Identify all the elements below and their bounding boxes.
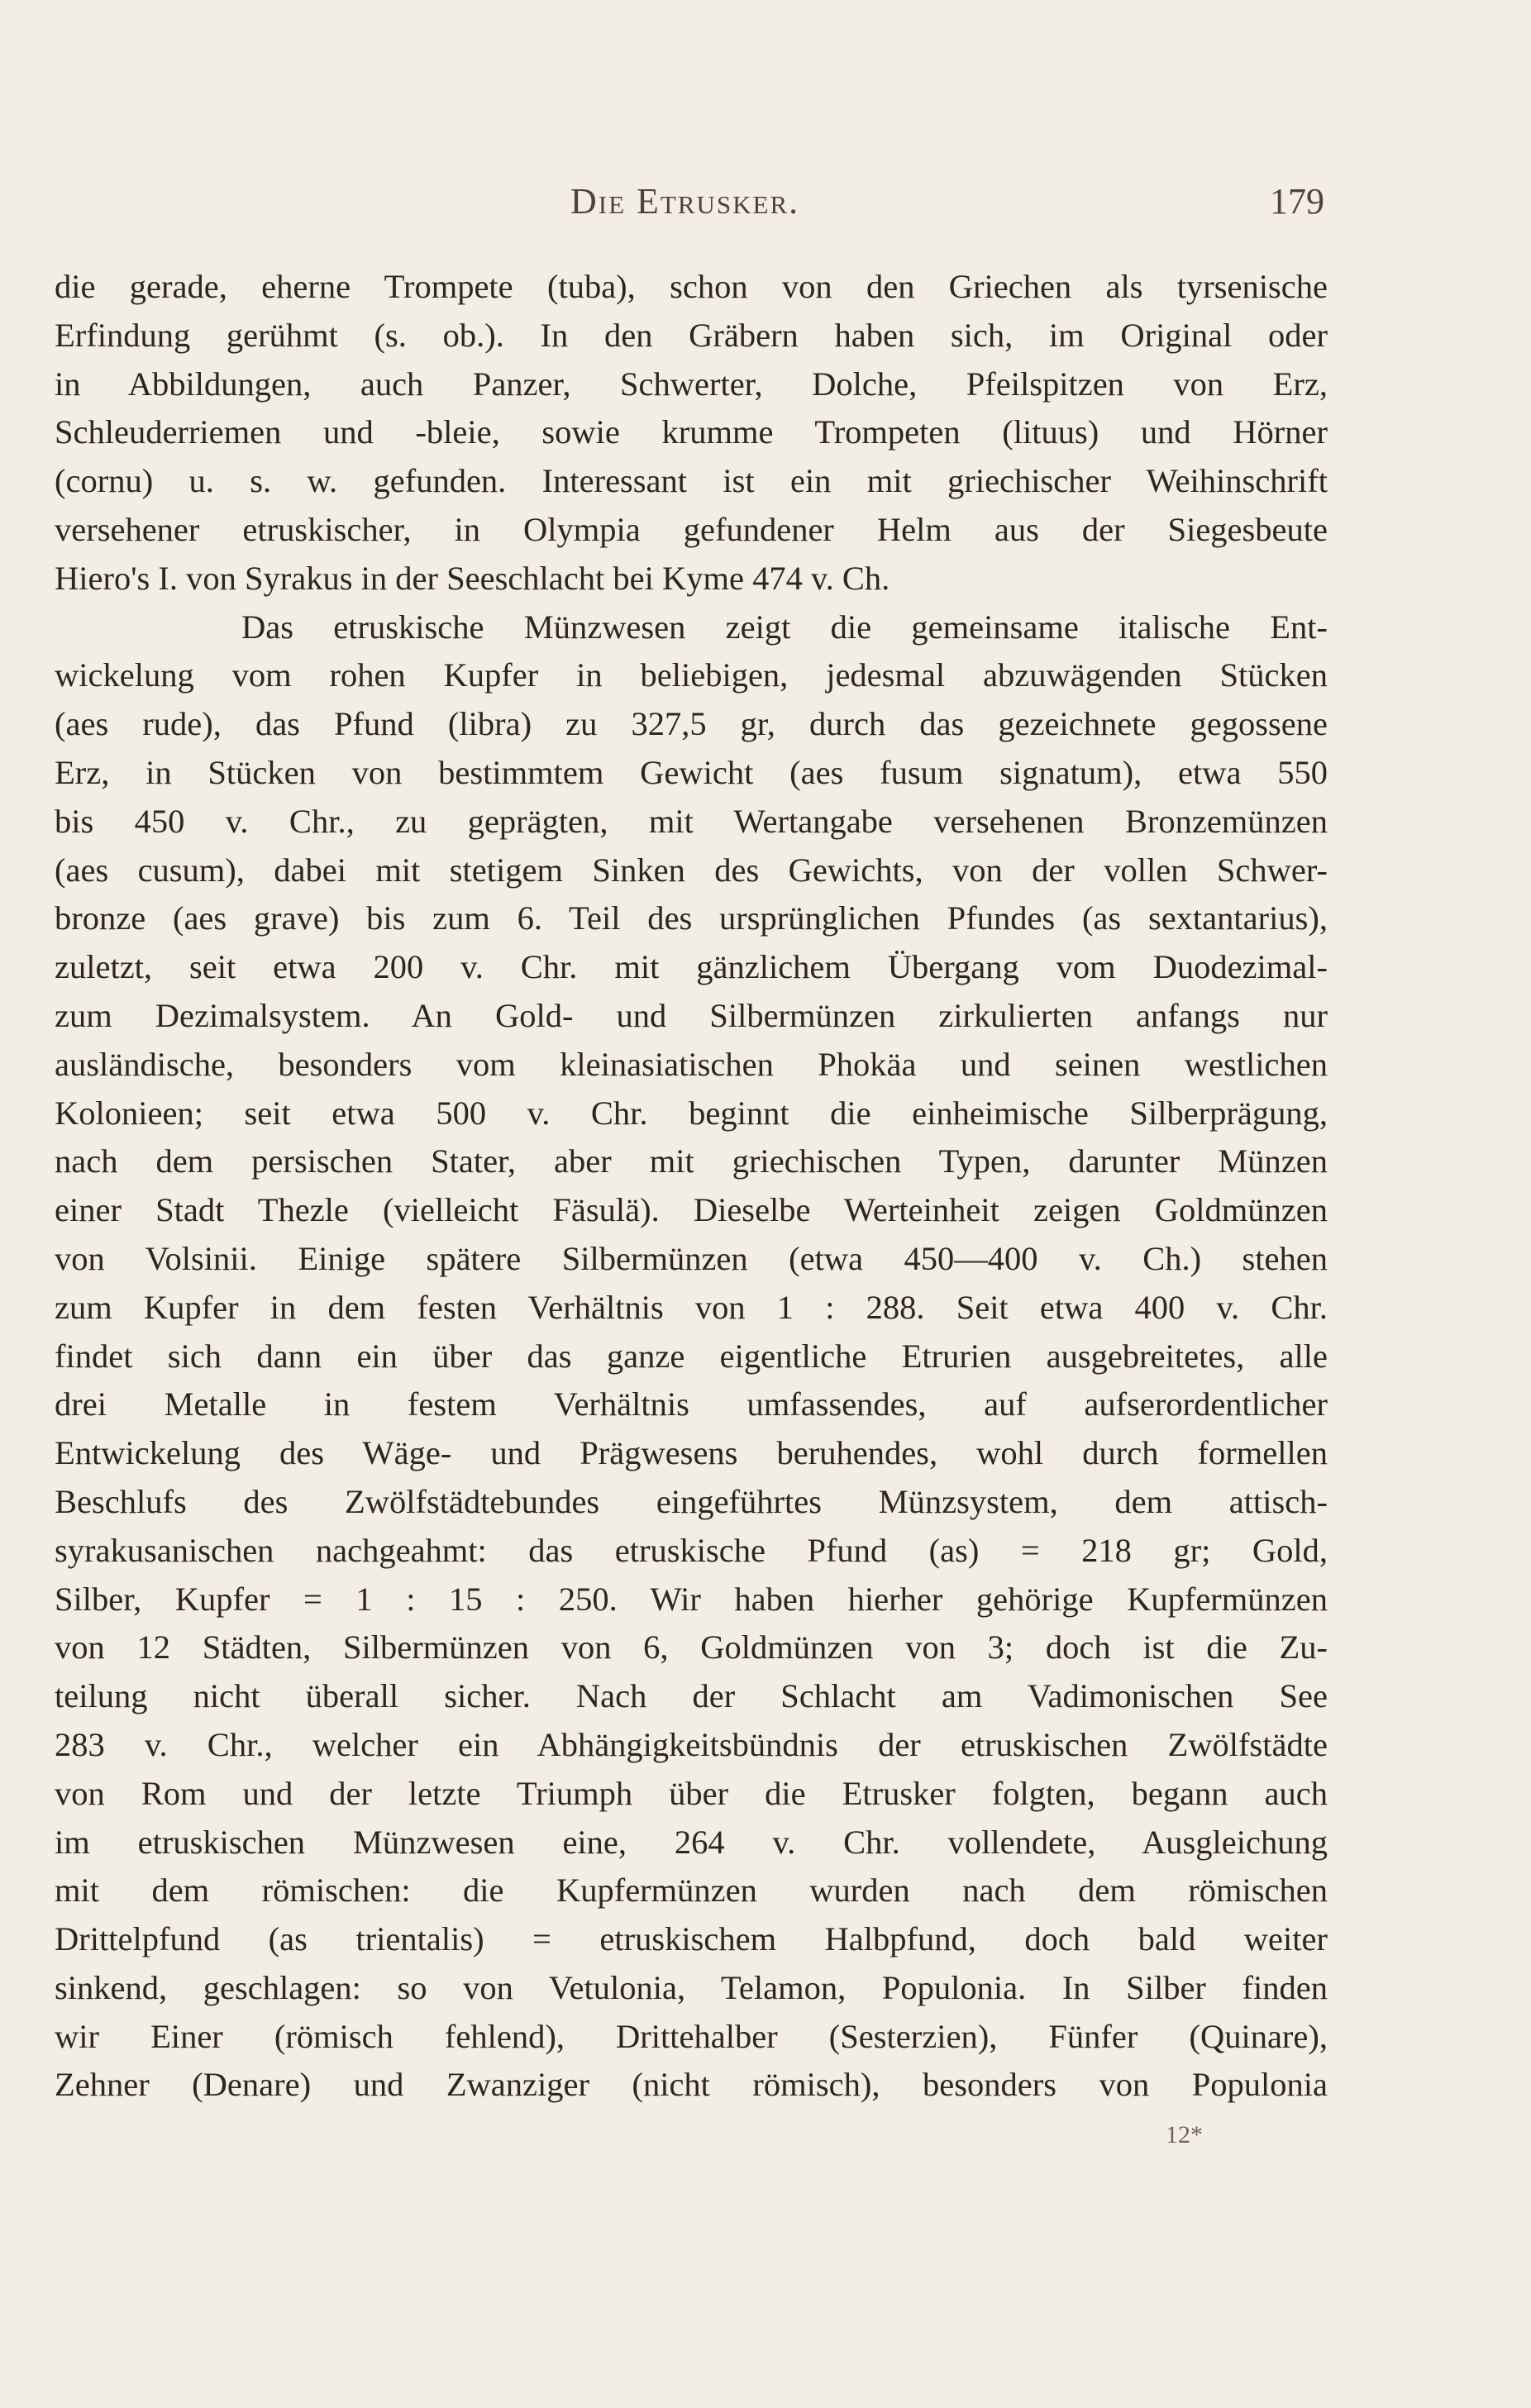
text-line: 283 v. Chr., welcher ein Abhängigkeitsbündnis der etruskischen Zwölfstädte bbox=[55, 1725, 1328, 1763]
text-line: Entwickelung des Wäge- und Prägwesens beruhendes, wohl durch formellen bbox=[55, 1434, 1328, 1472]
text-line: ausländische, besonders vom kleinasiatischen Phokäa und seinen westlichen bbox=[55, 1045, 1328, 1083]
text-line: sinkend, geschlagen: so von Vetulonia, Telamon, Populonia. In Silber finden bbox=[55, 1968, 1328, 2006]
text-line: drei Metalle in festem Verhältnis umfassendes, auf aufserordentlicher bbox=[55, 1385, 1328, 1423]
text-line: zum Kupfer in dem festen Verhältnis von 1 : 288. Seit etwa 400 v. Chr. bbox=[55, 1288, 1328, 1326]
text-line: Beschlufs des Zwölfstädtebundes eingeführtes Münzsystem, dem attisch- bbox=[55, 1482, 1328, 1520]
text-line: von 12 Städten, Silbermünzen von 6, Goldmünzen von 3; doch ist die Zu- bbox=[55, 1628, 1328, 1667]
text-line: wickelung vom rohen Kupfer in beliebigen, jedesmal abzuwägenden Stücken bbox=[55, 656, 1328, 694]
text-line: bis 450 v. Chr., zu geprägten, mit Wertangabe versehenen Bronzemünzen bbox=[55, 802, 1328, 840]
text-line: Erz, in Stücken von bestimmtem Gewicht (aes fusum signatum), etwa 550 bbox=[55, 753, 1328, 791]
running-header bbox=[55, 180, 1324, 230]
text-line: nach dem persischen Stater, aber mit griechischen Typen, darunter Münzen bbox=[55, 1142, 1328, 1180]
paragraph-start-line: Das etruskische Münzwesen zeigt die gemeinsame italische Ent- bbox=[241, 608, 1328, 646]
text-line: von Rom und der letzte Triumph über die Etrusker folgten, begann auch bbox=[55, 1774, 1328, 1812]
text-line: von Volsinii. Einige spätere Silbermünzen (etwa 450—400 v. Ch.) stehen bbox=[55, 1239, 1328, 1277]
text-line: (aes cusum), dabei mit stetigem Sinken des Gewichts, von der vollen Schwer- bbox=[55, 851, 1328, 889]
text-line: Silber, Kupfer = 1 : 15 : 250. Wir haben hierher gehörige Kupfermünzen bbox=[55, 1580, 1328, 1618]
text-line: (cornu) u. s. w. gefunden. Interessant ist ein mit griechischer Weihinschrift bbox=[55, 462, 1328, 500]
text-line: einer Stadt Thezle (vielleicht Fäsulä). Dieselbe Werteinheit zeigen Goldmünzen bbox=[55, 1191, 1328, 1229]
text-line: syrakusanischen nachgeahmt: das etruskische Pfund (as) = 218 gr; Gold, bbox=[55, 1531, 1328, 1569]
page-number: 179 bbox=[1270, 181, 1324, 222]
text-line: in Abbildungen, auch Panzer, Schwerter, Dolche, Pfeilspitzen von Erz, bbox=[55, 365, 1328, 403]
text-line: Drittelpfund (as trientalis) = etruskischem Halbpfund, doch bald weiter bbox=[55, 1920, 1328, 1958]
running-title: Die Etrusker. bbox=[570, 181, 800, 222]
text-line: findet sich dann ein über das ganze eigentliche Etrurien ausgebreitetes, alle bbox=[55, 1337, 1328, 1375]
text-line: im etruskischen Münzwesen eine, 264 v. Chr. vollendete, Ausgleichung bbox=[55, 1823, 1328, 1861]
text-line: mit dem römischen: die Kupfermünzen wurden nach dem römischen bbox=[55, 1872, 1328, 1910]
text-line: (aes rude), das Pfund (libra) zu 327,5 gr, durch das gezeichnete gegossene bbox=[55, 705, 1328, 743]
text-line: Kolonieen; seit etwa 500 v. Chr. beginnt die einheimische Silberprägung, bbox=[55, 1094, 1328, 1132]
text-line: Zehner (Denare) und Zwanziger (nicht römisch), besonders von Populonia bbox=[55, 2066, 1328, 2104]
text-line: Hiero's I. von Syrakus in der Seeschlacht bei Kyme 474 v. Ch. bbox=[55, 559, 890, 597]
text-line: versehener etruskischer, in Olympia gefundener Helm aus der Siegesbeute bbox=[55, 510, 1328, 548]
text-line: teilung nicht überall sicher. Nach der Schlacht am Vadimonischen See bbox=[55, 1677, 1328, 1715]
text-line: Schleuderriemen und -bleie, sowie krumme Trompeten (lituus) und Hörner bbox=[55, 413, 1328, 451]
text-line: bronze (aes grave) bis zum 6. Teil des ursprünglichen Pfundes (as sextantarius), bbox=[55, 899, 1328, 937]
text-line: die gerade, eherne Trompete (tuba), schon von den Griechen als tyrsenische bbox=[55, 268, 1328, 305]
body-text bbox=[55, 263, 1328, 2110]
text-line: wir Einer (römisch fehlend), Drittehalber (Sesterzien), Fünfer (Quinare), bbox=[55, 2017, 1328, 2055]
text-line: zuletzt, seit etwa 200 v. Chr. mit gänzlichem Übergang vom Duodezimal- bbox=[55, 948, 1328, 986]
signature-mark: 12* bbox=[1166, 2121, 1203, 2148]
text-line: Erfindung gerühmt (s. ob.). In den Gräbern haben sich, im Original oder bbox=[55, 316, 1328, 354]
text-line: zum Dezimalsystem. An Gold- und Silbermünzen zirkulierten anfangs nur bbox=[55, 996, 1328, 1034]
